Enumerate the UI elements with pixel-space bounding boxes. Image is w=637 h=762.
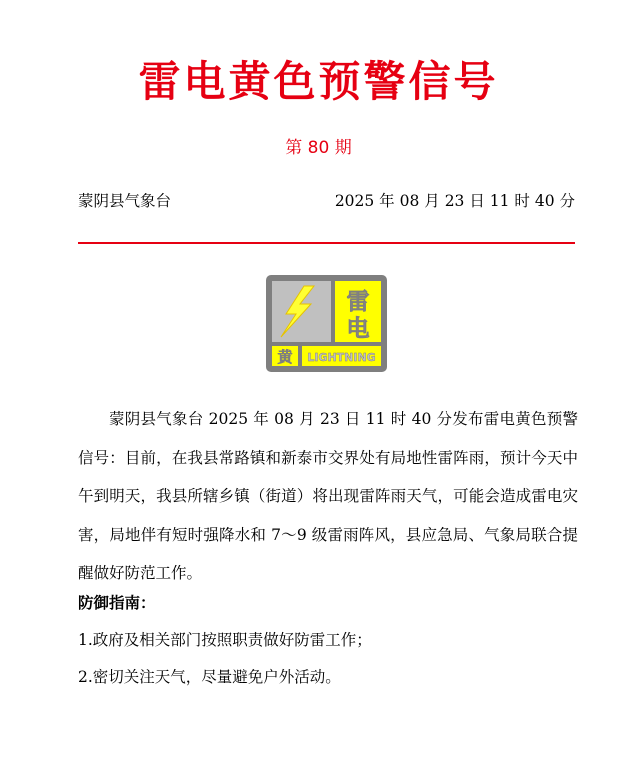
page-title: 雷电黄色预警信号	[138, 57, 499, 106]
issuer-name: 蒙阴县气象台	[78, 192, 172, 210]
issue-number: 第 80 期	[285, 138, 352, 158]
red-divider	[78, 242, 575, 244]
icon-level-char: 黄	[277, 348, 293, 366]
issue-datetime: 2025 年 08 月 23 日 11 时 40 分	[334, 192, 575, 210]
defense-guide-item-2: 2.密切关注天气，尽量避免户外活动。	[78, 668, 341, 686]
meta-row	[78, 189, 575, 213]
defense-guide-title: 防御指南：	[78, 594, 156, 612]
defense-guide-item-1: 1.政府及相关部门按照职责做好防雷工作；	[78, 631, 372, 649]
icon-char-top: 雷	[346, 289, 370, 315]
icon-char-bottom: 电	[346, 316, 370, 342]
icon-english-label: LIGHTNING	[307, 351, 376, 364]
lightning-yellow-warning-icon	[266, 275, 387, 372]
warning-body-text: 蒙阴县气象台 2025 年 08 月 23 日 11 时 40 分发布雷电黄色预警信号：目前，在我县常路镇和新泰市交界处有局地性雷阵雨，预计今天中午到明天，我县所辖乡镇（街道）将出现雷阵雨天气，可能会造成雷电灾害，局地伴有短时强降水和 7～9 级雷雨阵风，县应急局、气象局联合提醒做好防范工作。	[78, 410, 578, 582]
